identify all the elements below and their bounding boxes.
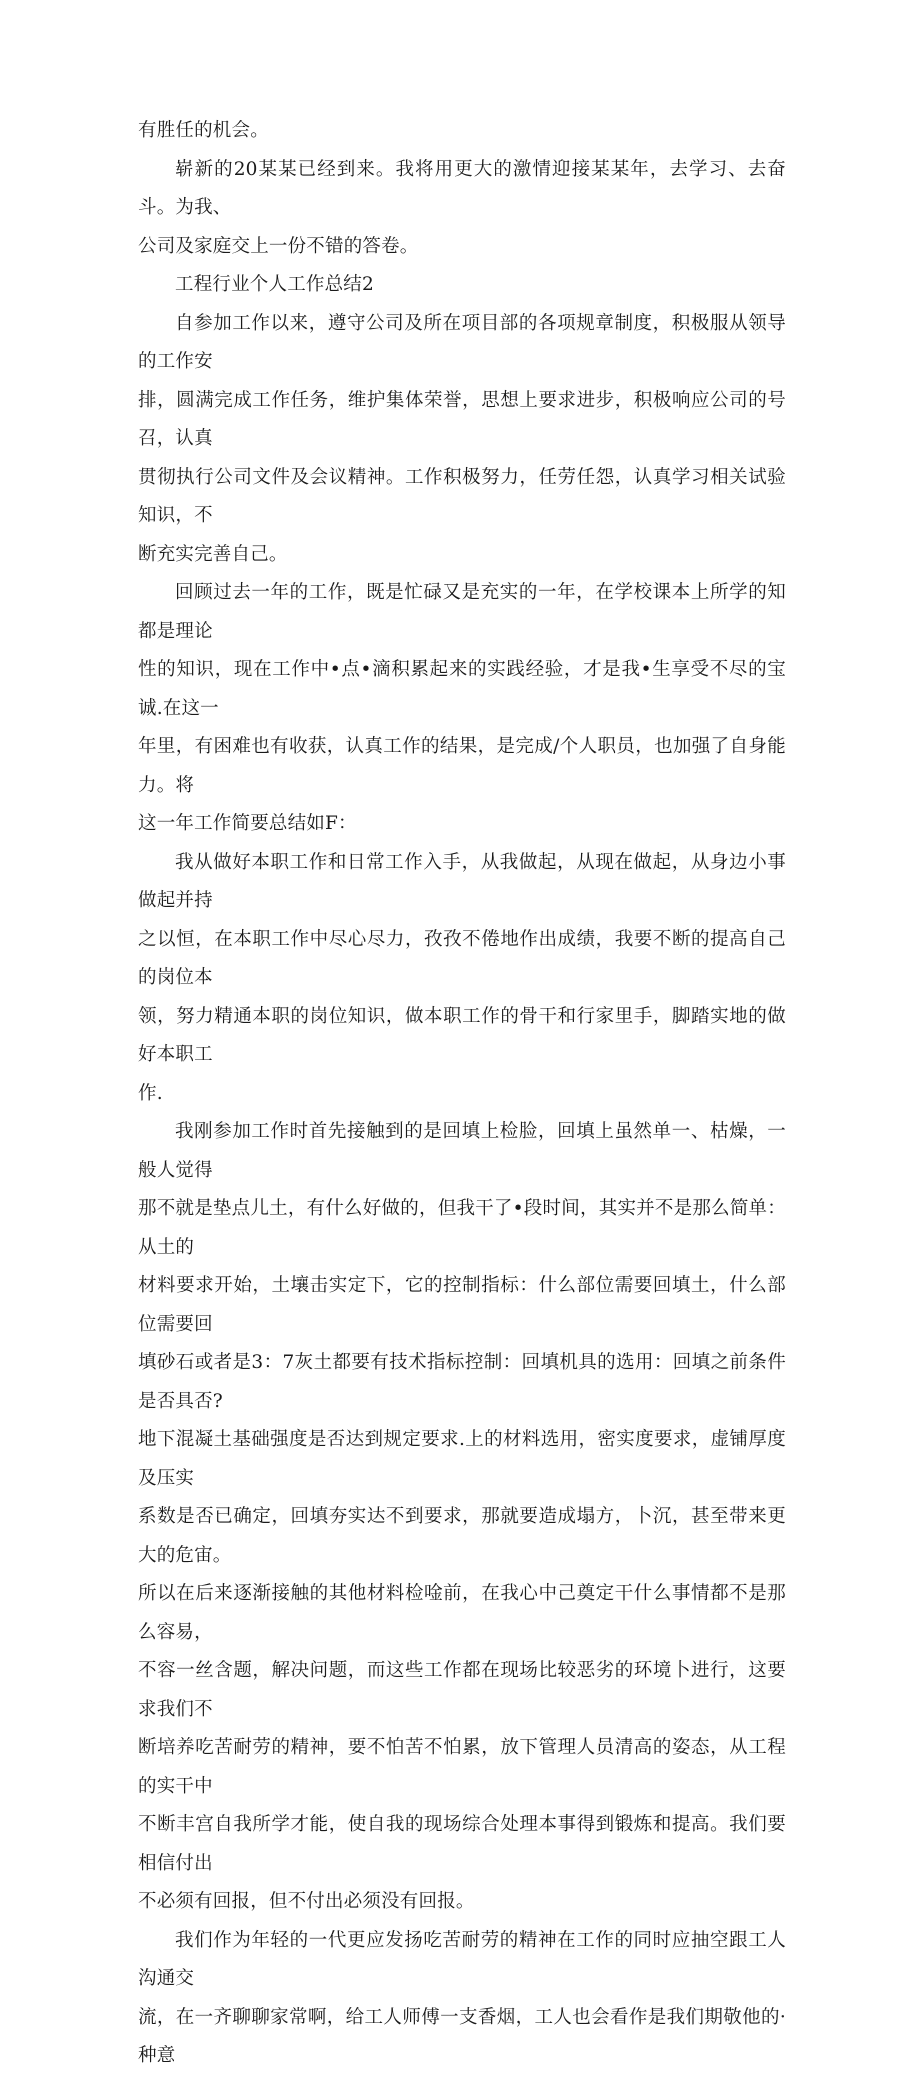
paragraph-backfill: 我刚参加工作时首先接触到的是回填上检脸，回填上虽然单一、枯燥，一般人觉得 那不就是垫点儿土，有什么好做的，但我干了•段时间，其实并不是那么简单：从土的 材料要求开始，土壤击实定下，它的控制指标：什么部位需要回填土，什么部位需要回 填砂石或者是3：7灰土都要有技术指标控制：回填机具的选用：回填之前条件是否具否? 地下混凝土基础强度是否达到规定要求.上的材料选用，密实度要求，虚铺厚度及压实 系数是否已确定，回填夯实达不到要求，那就要造成塌方，卜沉，甚至带来更大的危宙。 所以在后来逐渐接触的其他材料检唫前，在我心中己奠定干什么事情都不是那么容易， 不容一丝含题，解决问题，而这些工作都在现场比较恶劣的环境卜进行，这要求我们不 断培养吃苦耐劳的精神，要不怕苦不怕累，放下管理人员清高的姿态，从工程的实干中 不断丰宫自我所学才能，使自我的现场综合处理本事得到锻炼和提高。我们要相信付出 不必须有回报，但不付出必须没有回报。 xyxy=(138,1121,786,1912)
paragraph-workers: 我们作为年轻的一代更应发扬吃苦耐劳的精神在工作的同时应抽空跟工人沟通交 流，在一齐聊聊家常啊，给工人师傅一支香烟，工人也会看作是我们期敬他的·种意 xyxy=(138,1929,786,2066)
paragraph-review: 回顾过去一年的工作，既是忙碌又是充实的一年，在学校课本上所学的知都是理论 性的知识，现在工作中•点•滴积累起来的实践经验，才是我•生享受不尽的宝诚.在这一 年里，有困难也有收获，认真工作的结果，是完成/个人职员，也加强了自身能力。将 这一年工作简要总结如F： xyxy=(138,582,786,834)
paragraph-continuation: 有胜任的机会。 xyxy=(138,120,269,141)
paragraph-intro: 自参加工作以来，遵守公司及所在项目部的各项规章制度，积极服从领导的工作安 排，圆满完成工作任务，维护集体荣誉，思想上要求进步，积极响应公司的号召，认真 贯彻执行公司文件及会议精神。工作积极努力，任劳任怨，认真学习相关试验知识，不 断充实完善自己。 xyxy=(138,312,786,565)
paragraph-duties: 我从做好本职工作和日常工作入手，从我做起，从现在做起，从身边小事做起并持 之以恒，在本职工作中尽心尽力，孜孜不倦地作出成绩，我要不断的提高自己的岗位本 领，努力精通本职的岗位知识，做本职工作的骨干和行家里手，脚踏实地的做好本职工 作. xyxy=(138,851,786,1104)
paragraph-new-year: 崭新的20某某已经到来。我将用更大的激情迎接某某年，去学习、去奋斗。为我、 公司及家庭交上一份不错的答卷。 xyxy=(138,158,786,257)
section-heading: 工程行业个人工作总结2 xyxy=(175,274,374,295)
